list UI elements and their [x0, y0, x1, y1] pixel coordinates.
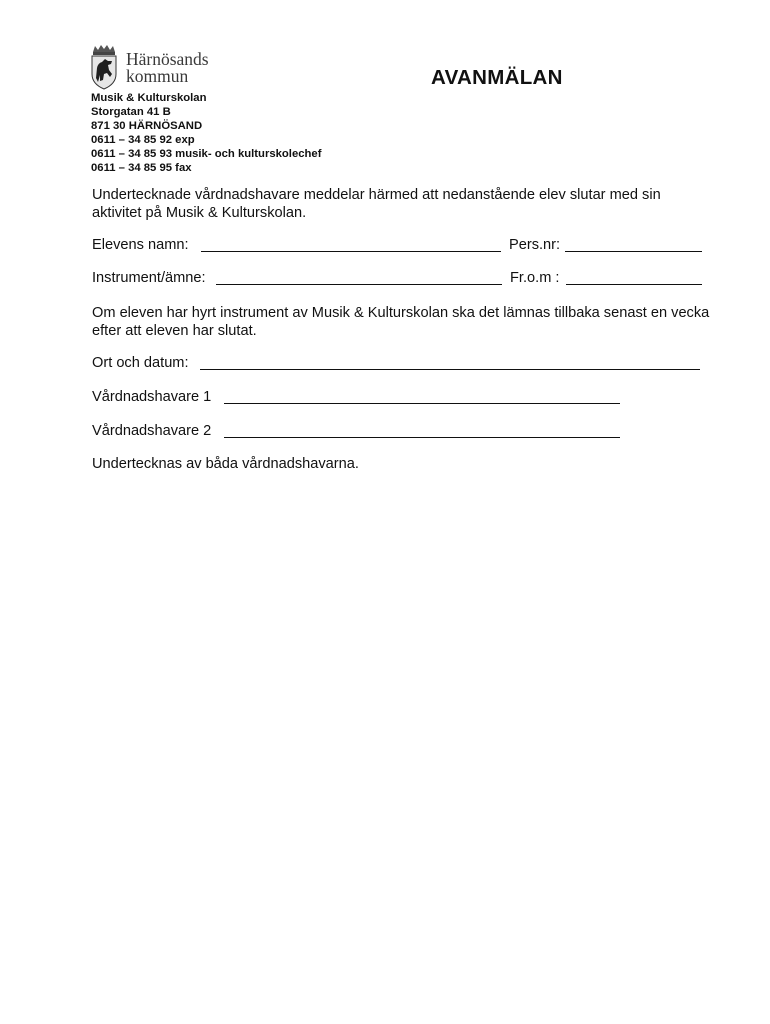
guardian1-label: Vårdnadshavare 1	[92, 389, 212, 405]
logo-text-line2: kommun	[126, 66, 189, 86]
address-line: Storgatan 41 B	[91, 106, 171, 118]
student-name-label: Elevens namn:	[92, 237, 189, 253]
guardian2-signature-field[interactable]	[224, 425, 620, 438]
crest-icon	[90, 44, 118, 90]
address-line: Musik & Kulturskolan	[91, 92, 207, 104]
intro-paragraph: Undertecknade vårdnadshavare meddelar härmed att nedanstående elev slutar med sin aktivitet på Musik & Kulturskolan.	[92, 187, 661, 221]
from-date-field[interactable]	[566, 272, 702, 285]
from-date-label: Fr.o.m :	[510, 270, 560, 286]
address-line: 0611 – 34 85 95 fax	[91, 162, 192, 174]
pers-nr-label: Pers.nr:	[509, 237, 561, 253]
address-line: 871 30 HÄRNÖSAND	[91, 120, 203, 132]
address-line: 0611 – 34 85 93 musik- och kulturskolechef	[91, 148, 322, 160]
signature-note: Undertecknas av båda vårdnadshavarna.	[92, 456, 359, 472]
place-date-label: Ort och datum:	[92, 355, 189, 371]
place-date-field[interactable]	[200, 357, 700, 370]
address-block	[91, 91, 321, 175]
guardian1-signature-field[interactable]	[224, 391, 620, 404]
municipality-logo	[90, 44, 225, 92]
guardian2-label: Vårdnadshavare 2	[92, 423, 212, 439]
document-title: AVANMÄLAN	[431, 66, 563, 89]
instrument-return-paragraph: Om eleven har hyrt instrument av Musik & Kulturskolan ska det lämnas tillbaka senast en vecka efter att eleven har slutat.	[92, 305, 710, 339]
logo-text-line1: Härnösands	[126, 49, 209, 69]
address-line: 0611 – 34 85 92 exp	[91, 134, 195, 146]
instrument-field[interactable]	[216, 272, 502, 285]
pers-nr-field[interactable]	[565, 239, 702, 252]
instrument-label: Instrument/ämne:	[92, 270, 206, 286]
student-name-field[interactable]	[201, 239, 501, 252]
